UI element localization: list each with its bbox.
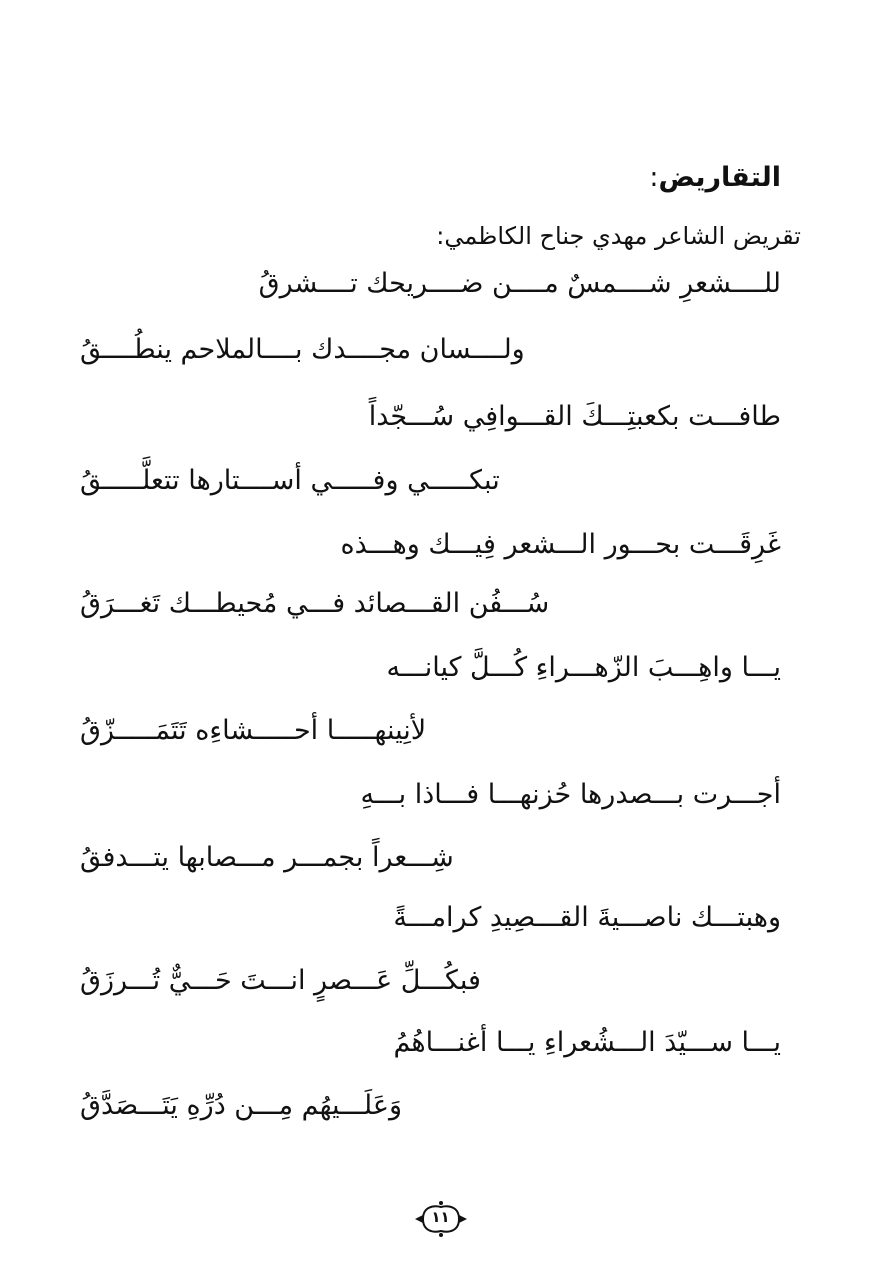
verse-line-12: فبكُـــلِّ عَـــصرٍ انـــتَ حَـــيٌّ تُـــرزَقُ <box>80 965 481 996</box>
verse-line-14: وَعَلَـــيهُم مِـــن دُرِّهِ يَتَـــصَدَّقُ <box>80 1090 403 1121</box>
verse-line-13: يـــا ســـيّدَ الـــشُعراءِ يـــا أغنـــاهُمُ <box>393 1027 781 1058</box>
verse-line-1: للــــشعرِ شــــمسٌ مــــن ضــــريحك تــــشرقُ <box>258 268 781 299</box>
intro-line: تقريض الشاعر مهدي جناح الكاظمي: <box>436 222 801 250</box>
verse-line-10: شِـــعراً بجمـــر مـــصابها يتـــدفقُ <box>80 842 454 873</box>
verse-line-5: غَرِقَـــت بحـــور الـــشعر فِيـــك وهـــذه <box>340 529 781 560</box>
page-number: ١١ <box>431 1208 450 1226</box>
heading-title: التقاريض <box>658 162 781 193</box>
verse-line-8: لأنِينهـــــا أحـــــشاءِه تَتَمَـــــزّقُ <box>80 715 427 746</box>
verse-line-11: وهبتـــك ناصـــيةَ القـــصِيدِ كرامـــةً <box>393 902 781 933</box>
verse-line-4: تبكـــــي وفـــــي أســــتارها تتعلَّـــــقُ <box>80 465 500 496</box>
verse-line-7: يـــا واهِـــبَ الزّهـــراءِ كُـــلَّ كيانـــه <box>386 652 781 683</box>
verse-line-6: سُـــفُن القـــصائد فـــي مُحيطـــك تَغـــرَقُ <box>80 588 550 619</box>
page-number-ornament <box>411 1197 471 1241</box>
verse-line-9: أجـــرت بـــصدرها حُزنهـــا فـــاذا بـــهِ <box>360 779 781 810</box>
heading-colon: : <box>649 162 659 193</box>
verse-line-3: طافـــت بكعبتِـــكَ القـــوافِي سُـــجّداً <box>368 401 781 432</box>
section-heading <box>649 162 781 193</box>
verse-line-2: ولــــسان مجــــدك بــــالملاحم ينطُــــقُ <box>80 334 525 365</box>
